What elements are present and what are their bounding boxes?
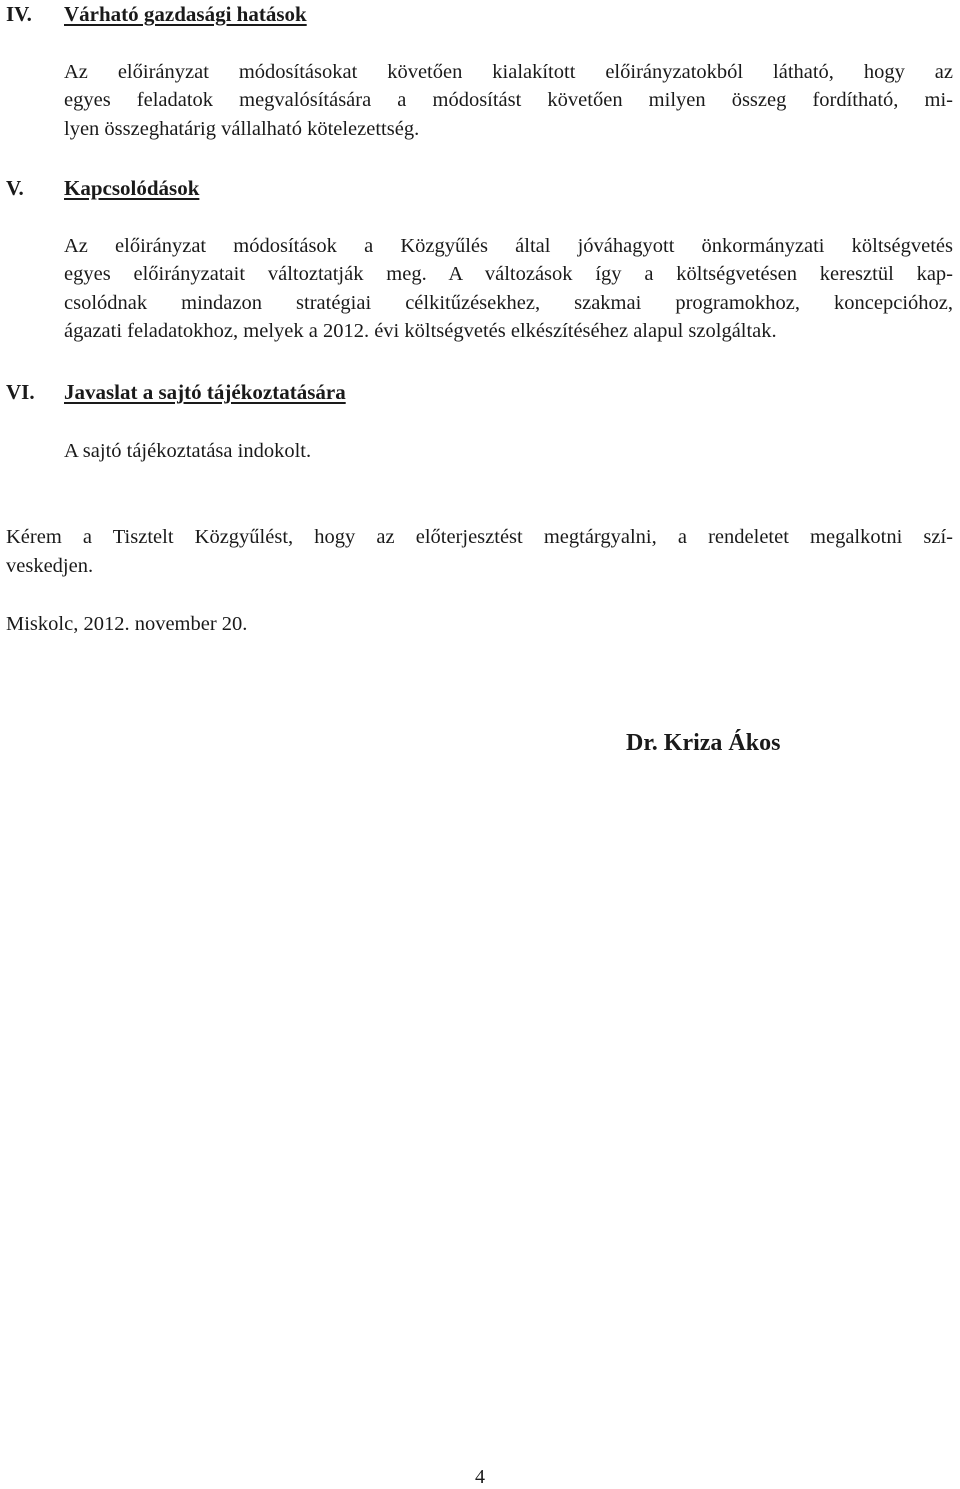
section-iv-paragraph bbox=[64, 58, 953, 143]
section-title: Várható gazdasági hatások bbox=[64, 2, 307, 26]
page-number: 4 bbox=[475, 1466, 485, 1488]
section-number: IV. bbox=[6, 2, 32, 26]
section-title: Kapcsolódások bbox=[64, 176, 200, 200]
section-vi-paragraph: A sajtó tájékoztatása indokolt. bbox=[64, 440, 312, 462]
paragraph-line: lyen összeghatárig vállalható kötelezettség. bbox=[64, 117, 420, 140]
paragraph-line: csolódnak mindazon stratégiai célkitűzésekhez, szakmai programokhoz, koncepcióhoz, bbox=[64, 291, 953, 314]
paragraph-line: ágazati feladatokhoz, melyek a 2012. évi költségvetés elkészítéséhez alapul szolgáltak. bbox=[64, 319, 777, 342]
request-paragraph bbox=[6, 523, 953, 581]
section-number: V. bbox=[6, 176, 24, 200]
paragraph-line: Kérem a Tisztelt Közgyűlést, hogy az előterjesztést megtárgyalni, a rendeletet megalkotni szí- bbox=[6, 526, 953, 548]
signatory-name: Dr. Kriza Ákos bbox=[626, 730, 781, 756]
paragraph-line: egyes előirányzatait változtatják meg. A változások így a költségvetésen keresztül kap- bbox=[64, 263, 953, 286]
section-title: Javaslat a sajtó tájékoztatására bbox=[64, 380, 346, 404]
paragraph-line: veskedjen. bbox=[6, 555, 94, 577]
paragraph-line: egyes feladatok megvalósítására a módosítást követően milyen összeg fordítható, mi- bbox=[64, 89, 953, 112]
section-v-paragraph bbox=[64, 232, 953, 345]
section-number: VI. bbox=[6, 380, 35, 404]
paragraph-line: Az előirányzat módosításokat követően kialakított előirányzatokból látható, hogy az bbox=[64, 61, 953, 83]
place-date: Miskolc, 2012. november 20. bbox=[6, 613, 248, 635]
paragraph-line: Az előirányzat módosítások a Közgyűlés által jóváhagyott önkormányzati költségvetés bbox=[64, 235, 953, 257]
